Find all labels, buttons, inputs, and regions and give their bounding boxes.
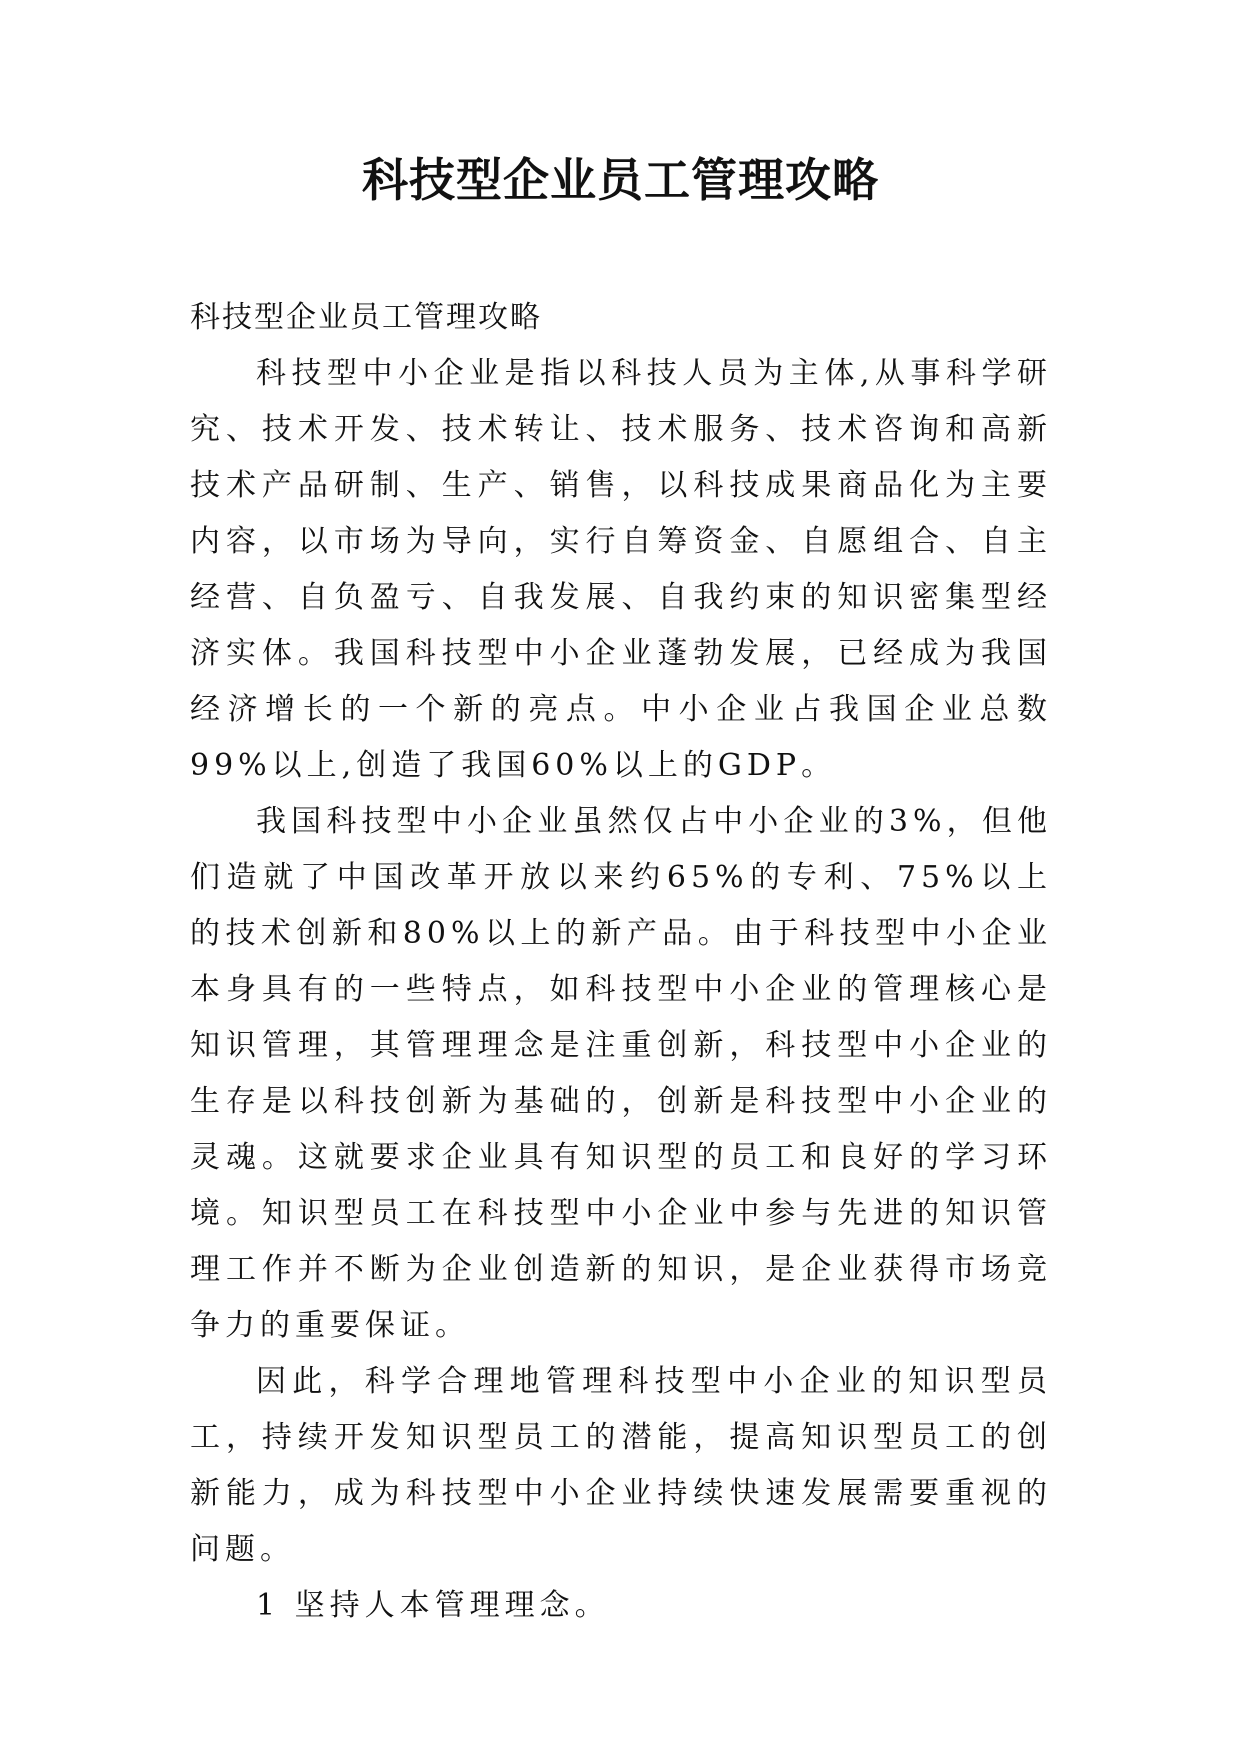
document-subtitle: 科技型企业员工管理攻略 xyxy=(190,300,542,335)
document-title: 科技型企业员工管理攻略 xyxy=(362,153,879,207)
paragraph-statistics: 我国科技型中小企业虽然仅占中小企业的3%，但他们造就了中国改革开放以来约65%的专利、75%以上的技术创新和80%以上的新产品。由于科技型中小企业本身具有的一些特点，如科技型中小企业的管理核心是知识管理，其管理理念是注重创新，科技型中小企业的生存是以科技创新为基础的，创新是科技型中小企业的灵魂。这就要求企业具有知识型的员工和良好的学习环境。知识型员工在科技型中小企业中参与先进的知识管理工作并不断为企业创造新的知识，是企业获得市场竞争力的重要保证。 xyxy=(190,804,1052,1343)
paragraph-conclusion: 因此，科学合理地管理科技型中小企业的知识型员工，持续开发知识型员工的潜能，提高知识型员工的创新能力，成为科技型中小企业持续快速发展需要重视的问题。 xyxy=(190,1364,1052,1567)
section-heading-1: 1 坚持人本管理理念。 xyxy=(256,1588,610,1623)
paragraph-intro: 科技型中小企业是指以科技人员为主体,从事科学研究、技术开发、技术转让、技术服务、技术咨询和高新技术产品研制、生产、销售，以科技成果商品化为主要内容，以市场为导向，实行自筹资金、自愿组合、自主经营、自负盈亏、自我发展、自我约束的知识密集型经济实体。我国科技型中小企业蓬勃发展，已经成为我国经济增长的一个新的亮点。中小企业占我国企业总数99%以上,创造了我国60%以上的GDP。 xyxy=(190,356,1052,783)
document-body xyxy=(190,290,1052,1634)
